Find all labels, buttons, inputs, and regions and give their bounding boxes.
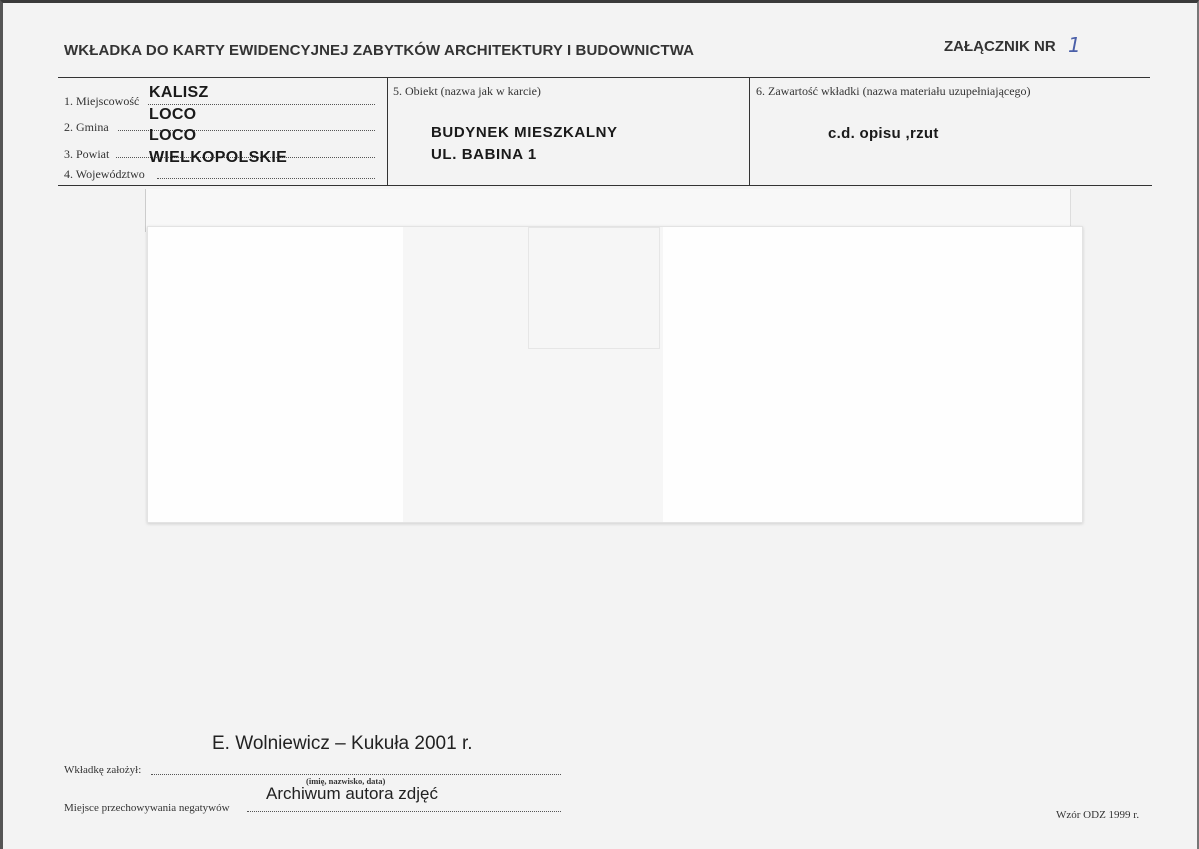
negatives-line xyxy=(247,811,561,812)
annex-number: 1 xyxy=(1068,33,1081,57)
table-bottom-border xyxy=(58,185,1152,186)
object-name-line1: BUDYNEK MIESZKALNY xyxy=(431,124,618,141)
table-divider-2 xyxy=(749,77,750,185)
author-label: Wkładkę założył: xyxy=(64,764,142,776)
content-value: c.d. opisu ,rzut xyxy=(828,125,939,142)
field-label-gmina: 2. Gmina xyxy=(64,120,109,134)
author-line xyxy=(151,774,561,775)
field-value-powiat: LOCO xyxy=(149,127,197,144)
field-label-wojewodztwo: 4. Województwo xyxy=(64,167,145,181)
photo-faint-plan-detail xyxy=(528,227,660,349)
attached-photo xyxy=(147,226,1083,523)
dotted-line xyxy=(157,178,375,179)
object-label: 5. Obiekt (nazwa jak w karcie) xyxy=(393,84,541,98)
annex-label: ZAŁĄCZNIK NR xyxy=(944,38,1056,55)
negatives-label: Miejsce przechowywania negatywów xyxy=(64,802,230,814)
object-name-line2: UL. BABINA 1 xyxy=(431,146,537,163)
field-label-powiat: 3. Powiat xyxy=(64,147,110,161)
table-divider-1 xyxy=(387,77,388,185)
field-value-wojewodztwo: WIELKOPOLSKIE xyxy=(149,149,288,166)
field-value-gmina: LOCO xyxy=(149,106,197,123)
author-caption: (imię, nazwisko, data) xyxy=(306,776,386,786)
field-label-miejscowosc: 1. Miejscowość xyxy=(64,94,140,108)
template-version: Wzór ODZ 1999 r. xyxy=(1056,809,1140,821)
author-value: E. Wolniewicz – Kukuła 2001 r. xyxy=(212,733,473,754)
dotted-line xyxy=(148,104,375,105)
table-top-border xyxy=(58,77,1150,78)
negatives-value: Archiwum autora zdjęć xyxy=(266,784,438,803)
form-title: WKŁADKA DO KARTY EWIDENCYJNEJ ZABYTKÓW ARCHITEKTURY I BUDOWNICTWA xyxy=(64,42,695,59)
content-label: 6. Zawartość wkładki (nazwa materiału uzupełniającego) xyxy=(756,84,1031,98)
field-value-miejscowosc: KALISZ xyxy=(149,84,209,101)
